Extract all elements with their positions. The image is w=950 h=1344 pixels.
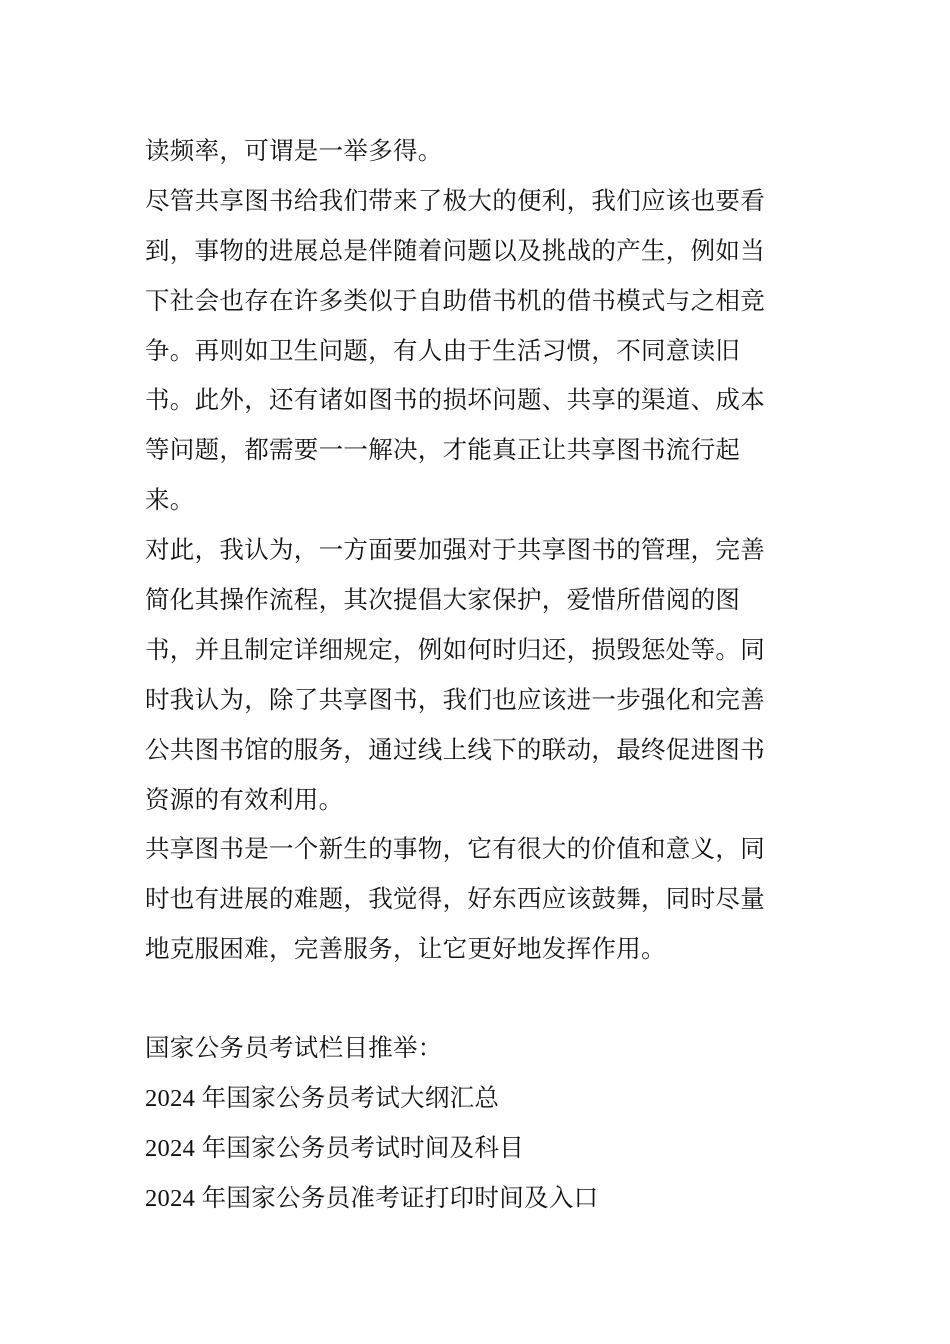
text-line: 资源的有效利用。	[145, 784, 344, 814]
text-line: 公共图书馆的服务，通过线上线下的联动，最终促进图书	[145, 734, 765, 764]
text-line: 尽管共享图书给我们带来了极大的便利，我们应该也要看	[145, 185, 765, 215]
recommend-heading: 国家公务员考试栏目推举：	[145, 1035, 443, 1063]
recommend-section	[145, 1024, 785, 1224]
recommend-link-outline[interactable]: 2024 年国家公务员考试大纲汇总	[145, 1084, 500, 1112]
text-line: 等问题，都需要一一解决，才能真正让共享图书流行起	[145, 435, 741, 465]
text-line: 时也有进展的难题，我觉得，好东西应该鼓舞，同时尽量	[145, 884, 765, 914]
text-line: 读频率，可谓是一举多得。	[145, 136, 443, 165]
paragraph-3	[145, 525, 785, 824]
text-line: 时我认为，除了共享图书，我们也应该进一步强化和完善	[145, 684, 765, 714]
recommend-link-admission-ticket[interactable]: 2024 年国家公务员准考证打印时间及入口	[145, 1184, 599, 1212]
text-line: 地克服困难，完善服务，让它更好地发挥作用。	[145, 934, 666, 964]
text-line: 简化其操作流程，其次提倡大家保护，爱惜所借阅的图	[145, 585, 741, 615]
text-line: 共享图书是一个新生的事物，它有很大的价值和意义，同	[145, 834, 765, 864]
paragraph-1	[145, 126, 785, 176]
text-line: 书。此外，还有诸如图书的损坏问题、共享的渠道、成本	[145, 385, 765, 415]
text-line: 到，事物的进展总是伴随着问题以及挑战的产生，例如当	[145, 235, 765, 265]
paragraph-4	[145, 824, 785, 974]
text-line: 来。	[145, 485, 195, 515]
text-line: 下社会也存在许多类似于自助借书机的借书模式与之相竞	[145, 285, 765, 315]
document-body	[145, 126, 785, 1224]
recommend-link-schedule[interactable]: 2024 年国家公务员考试时间及科目	[145, 1134, 525, 1162]
text-line: 书，并且制定详细规定，例如何时归还，损毁惩处等。同	[145, 634, 765, 664]
text-line: 争。再则如卫生问题，有人由于生活习惯，不同意读旧	[145, 335, 741, 365]
text-line: 对此，我认为，一方面要加强对于共享图书的管理，完善	[145, 535, 765, 565]
blank-line	[145, 974, 785, 1024]
paragraph-2	[145, 176, 785, 525]
